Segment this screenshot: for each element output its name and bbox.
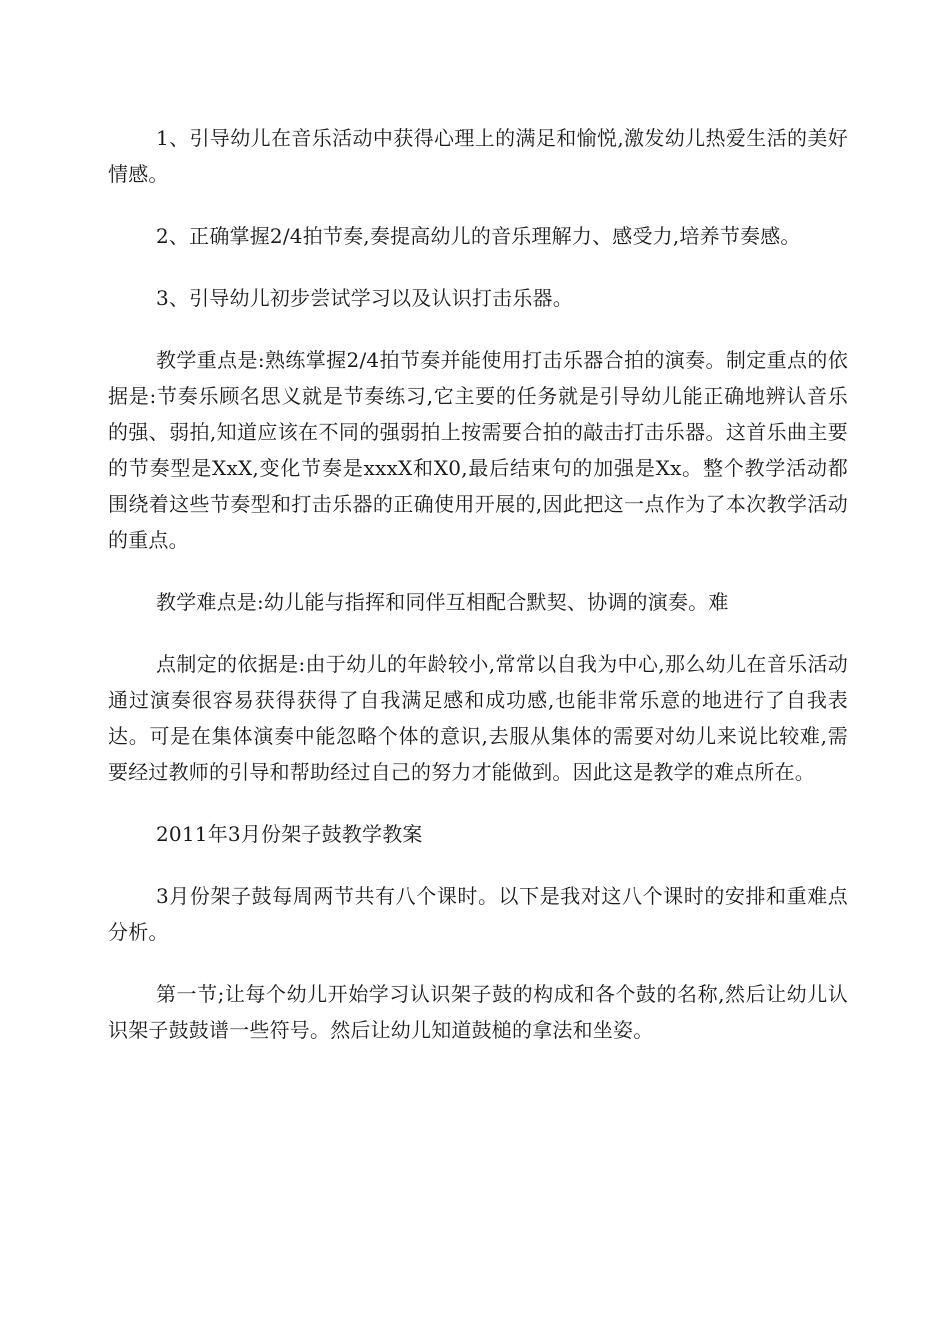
paragraph-key-point: 教学重点是:熟练掌握2/4拍节奏并能使用打击乐器合拍的演奏。制定重点的依据是:节奏乐顾名思义就是节奏练习,它主要的任务就是引导幼儿能正确地辨认音乐的强、弱拍,知道应该在不同的强弱拍上按需要合拍的敲击打击乐器。这首乐曲主要的节奏型是XxX,变化节奏是xxxX和X0,最后结束句的加强是Xx。整个教学活动都围绕着这些节奏型和打击乐器的正确使用开展的,因此把这一点作为了本次教学活动的重点。	[108, 348, 848, 552]
paragraph-plan-intro: 3月份架子鼓每周两节共有八个课时。以下是我对这八个课时的安排和重难点分析。	[108, 884, 848, 944]
document-page	[108, 120, 848, 1048]
paragraph-difficulty-basis: 点制定的依据是:由于幼儿的年龄较小,常常以自我为中心,那么幼儿在音乐活动通过演奏很容易获得获得了自我满足感和成功感,也能非常乐意的地进行了自我表达。可是在集体演奏中能忽略个体的意识,去服从集体的需要对幼儿来说比较难,需要经过教师的引导和帮助经过自己的努力才能做到。因此这是教学的难点所在。	[108, 652, 848, 784]
paragraph-lesson-1: 第一节;让每个幼儿开始学习认识架子鼓的构成和各个鼓的名称,然后让幼儿认识架子鼓鼓谱一些符号。然后让幼儿知道鼓槌的拿法和坐姿。	[108, 982, 848, 1042]
paragraph-difficulty: 教学难点是:幼儿能与指挥和同伴互相配合默契、协调的演奏。难	[156, 590, 729, 614]
paragraph-plan-title: 2011年3月份架子鼓教学教案	[156, 822, 423, 846]
paragraph-goal-3: 3、引导幼儿初步尝试学习以及认识打击乐器。	[156, 286, 573, 310]
paragraph-goal-2: 2、正确掌握2/4拍节奏,奏提高幼儿的音乐理解力、感受力,培养节奏感。	[156, 224, 801, 248]
paragraph-goal-1: 1、引导幼儿在音乐活动中获得心理上的满足和愉悦,激发幼儿热爱生活的美好情感。	[108, 126, 848, 186]
